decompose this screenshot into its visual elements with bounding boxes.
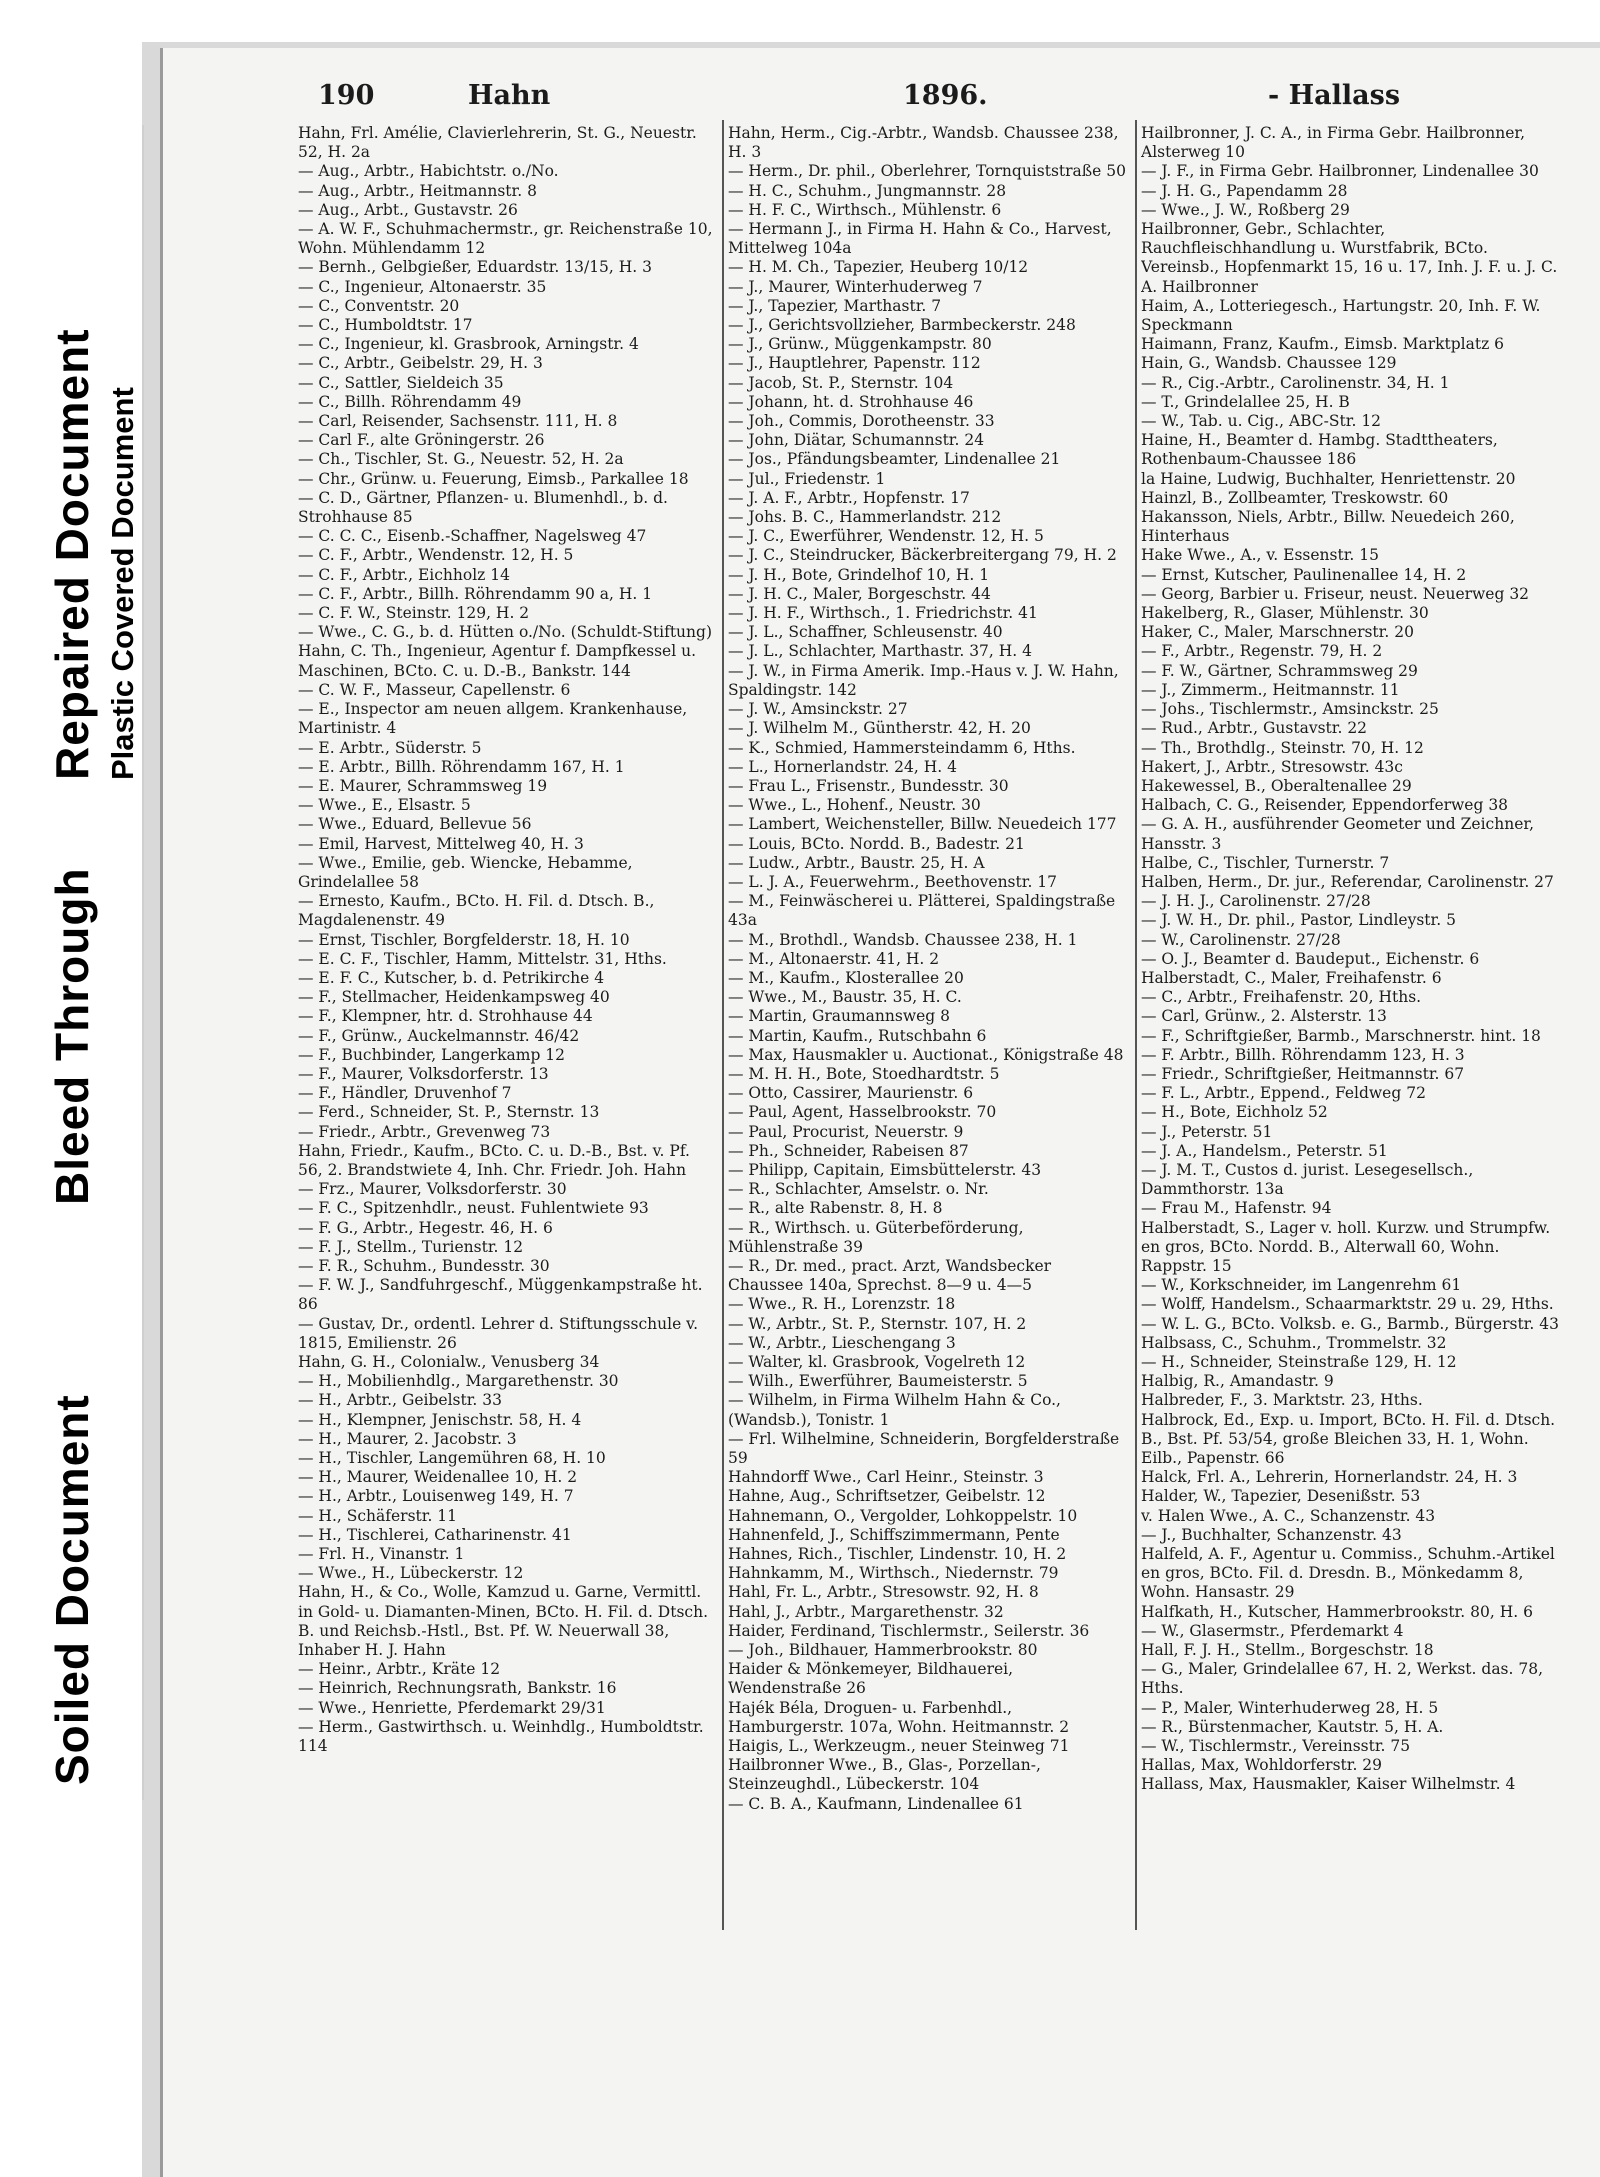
directory-entry: — E. Arbtr., Billh. Röhrendamm 167, H. 1 <box>298 757 625 776</box>
directory-entry: — W., Arbtr., Lieschengang 3 <box>728 1333 956 1352</box>
directory-entry: — H., Tischlerei, Catharinenstr. 41 <box>298 1525 572 1544</box>
directory-entry: Hahn, Frl. Amélie, Clavierlehrerin, St. G., Neuestr. 52, H. 2a <box>298 124 697 162</box>
directory-entry: — R., Schlachter, Amselstr. o. Nr. <box>728 1180 989 1199</box>
directory-entry: — Carl, Reisender, Sachsenstr. 111, H. 8 <box>298 412 618 431</box>
page-number: 190 <box>318 80 375 111</box>
directory-entry: — Wwe., Emilie, geb. Wiencke, Hebamme, Grindelallee 58 <box>298 853 633 891</box>
directory-entry: — G. A. H., ausführender Geometer und Zeichner, Hansstr. 3 <box>1141 815 1534 853</box>
directory-entry: Halfkath, H., Kutscher, Hammerbrookstr. 80, H. 6 <box>1141 1602 1533 1621</box>
directory-entry: — F. J., Stellm., Turienstr. 12 <box>298 1237 524 1256</box>
directory-entry: — Wwe., Eduard, Bellevue 56 <box>298 815 532 834</box>
directory-entry: — Wwe., C. G., b. d. Hütten o./No. (Schuldt-Stiftung) <box>298 623 712 642</box>
directory-entry: — Ernesto, Kaufm., BCto. H. Fil. d. Dtsch. B., Magdalenenstr. 49 <box>298 892 655 930</box>
directory-entry: — C. B. A., Kaufmann, Lindenallee 61 <box>728 1794 1024 1813</box>
directory-entry: — Wwe., H., Lübeckerstr. 12 <box>298 1564 524 1583</box>
directory-entry: — W., Carolinenstr. 27/28 <box>1141 930 1341 949</box>
column-left <box>298 124 716 1924</box>
directory-entry: Hajék Béla, Droguen- u. Farbenhdl., Hamburgerstr. 107a, Wohn. Heitmannstr. 2 <box>728 1698 1070 1736</box>
directory-entry: Halberstadt, C., Maler, Freihafenstr. 6 <box>1141 968 1442 987</box>
directory-entry: — J., Buchhalter, Schanzenstr. 43 <box>1141 1525 1402 1544</box>
directory-entry: — W., Korkschneider, im Langenrehm 61 <box>1141 1276 1462 1295</box>
directory-entry: — Chr., Grünw. u. Feuerung, Eimsb., Parkallee 18 <box>298 469 689 488</box>
directory-entry: — C. F., Arbtr., Eichholz 14 <box>298 565 510 584</box>
directory-entry: — Wwe., J. W., Roßberg 29 <box>1141 200 1350 219</box>
directory-entry: — Martin, Kaufm., Rutschbahn 6 <box>728 1026 987 1045</box>
directory-entry: — J. M. T., Custos d. jurist. Lesegesellsch., Dammthorstr. 13a <box>1141 1160 1474 1199</box>
directory-entry: Hailbronner, J. C. A., in Firma Gebr. Hailbronner, Alsterweg 10 <box>1141 124 1526 162</box>
directory-entry: — Jacob, St. P., Sternstr. 104 <box>728 373 954 392</box>
directory-entry: — W., Glasermstr., Pferdemarkt 4 <box>1141 1621 1404 1640</box>
directory-entry: — J. A., Handelsm., Peterstr. 51 <box>1141 1141 1388 1160</box>
directory-entry: Hahn, C. Th., Ingenieur, Agentur f. Dampfkessel u. Maschinen, BCto. C. u. D.-B., Bankstr. 144 <box>298 642 697 680</box>
directory-entry: — F. G., Arbtr., Hegestr. 46, H. 6 <box>298 1218 553 1237</box>
directory-entry: — H. M. Ch., Tapezier, Heuberg 10/12 <box>728 258 1029 277</box>
directory-entry: Halben, Herm., Dr. jur., Referendar, Carolinenstr. 27 <box>1141 872 1554 891</box>
directory-entry: — Wilhelm, in Firma Wilhelm Hahn & Co., (Wandsb.), Tonistr. 1 <box>728 1391 1061 1429</box>
directory-entry: — C., Ingenieur, kl. Grasbrook, Arningstr. 4 <box>298 335 639 354</box>
directory-entry: — F., Schriftgießer, Barmb., Marschnerstr. hint. 18 <box>1141 1026 1541 1045</box>
directory-entry: — Wwe., E., Elsastr. 5 <box>298 796 471 815</box>
directory-entry: Haim, A., Lotteriegesch., Hartungstr. 20, Inh. F. W. Speckmann <box>1141 296 1541 335</box>
directory-entry: — Georg, Barbier u. Friseur, neust. Neuerweg 32 <box>1141 584 1530 603</box>
directory-entry: — R., Bürstenmacher, Kautstr. 5, H. A. <box>1141 1717 1444 1736</box>
directory-entry: Hakewessel, B., Oberaltenallee 29 <box>1141 776 1412 795</box>
directory-entry: — O. J., Beamter d. Baudeput., Eichenstr. 6 <box>1141 949 1480 968</box>
directory-entry: — Bernh., Gelbgießer, Eduardstr. 13/15, H. 3 <box>298 258 653 277</box>
directory-entry: — Carl F., alte Gröningerstr. 26 <box>298 431 545 450</box>
directory-entry: — Aug., Arbtr., Habichtstr. o./No. <box>298 162 559 181</box>
directory-entry: Haker, C., Maler, Marschnerstr. 20 <box>1141 623 1414 642</box>
directory-entry: Halfeld, A. F., Agentur u. Commiss., Schuhm.-Artikel en gros, BCto. Fil. d. Dresdn. B., Mönkedamm 8, Wohn. Hansastr. 29 <box>1141 1545 1555 1602</box>
directory-entry: la Haine, Ludwig, Buchhalter, Henriettenstr. 20 <box>1141 469 1516 488</box>
directory-entry: — Martin, Graumannsweg 8 <box>728 1007 950 1026</box>
directory-entry: — W., Tischlermstr., Vereinsstr. 75 <box>1141 1737 1411 1756</box>
directory-entry: Hailbronner Wwe., B., Glas-, Porzellan-, Steinzeughdl., Lübeckerstr. 104 <box>728 1756 1041 1794</box>
directory-entry: — J., Tapezier, Marthastr. 7 <box>728 296 942 315</box>
directory-entry: — Hermann J., in Firma H. Hahn & Co., Harvest, Mittelweg 104a <box>728 220 1112 258</box>
directory-entry: — C. F. W., Steinstr. 129, H. 2 <box>298 604 530 623</box>
directory-entry: — Aug., Arbt., Gustavstr. 26 <box>298 200 518 219</box>
directory-entry: Haine, H., Beamter d. Hambg. Stadttheaters, Rothenbaum-Chaussee 186 <box>1141 431 1498 469</box>
directory-entry: Hahnemann, O., Vergolder, Lohkoppelstr. 10 <box>728 1506 1078 1525</box>
directory-entry: — Wwe., Henriette, Pferdemarkt 29/31 <box>298 1698 606 1717</box>
directory-entry: — R., Cig.-Arbtr., Carolinenstr. 34, H. 1 <box>1141 373 1450 392</box>
directory-entry: — C., Ingenieur, Altonaerstr. 35 <box>298 277 547 296</box>
directory-entry: Hainzl, B., Zollbeamter, Treskowstr. 60 <box>1141 488 1449 507</box>
directory-entry: — John, Diätar, Schumannstr. 24 <box>728 431 985 450</box>
directory-entry: — Wwe., L., Hohenf., Neustr. 30 <box>728 796 981 815</box>
directory-entry: — Ferd., Schneider, St. P., Sternstr. 13 <box>298 1103 600 1122</box>
directory-entry: Haider & Mönkemeyer, Bildhauerei, Wendenstraße 26 <box>728 1660 1014 1698</box>
directory-entry: — Johs., Tischlermstr., Amsinckstr. 25 <box>1141 700 1439 719</box>
directory-entry: — J., Gerichtsvollzieher, Barmbeckerstr. 248 <box>728 316 1076 335</box>
directory-entry: — C. D., Gärtner, Pflanzen- u. Blumenhdl., b. d. Strohhause 85 <box>298 488 668 527</box>
directory-entry: — J. H. G., Papendamm 28 <box>1141 181 1348 200</box>
directory-entry: Haigis, L., Werkzeugm., neuer Steinweg 71 <box>728 1737 1070 1756</box>
directory-entry: — P., Maler, Winterhuderweg 28, H. 5 <box>1141 1698 1439 1717</box>
directory-entry: — J. C., Ewerführer, Wendenstr. 12, H. 5 <box>728 527 1044 546</box>
directory-entry: — F., Grünw., Auckelmannstr. 46/42 <box>298 1026 580 1045</box>
directory-entry: v. Halen Wwe., A. C., Schanzenstr. 43 <box>1141 1506 1436 1525</box>
directory-entry: — F., Klempner, htr. d. Strohhause 44 <box>298 1007 593 1026</box>
directory-entry: — F., Stellmacher, Heidenkampsweg 40 <box>298 988 610 1007</box>
directory-entry: — Herm., Dr. phil., Oberlehrer, Tornquiststraße 50 <box>728 162 1126 181</box>
directory-entry: — R., Dr. med., pract. Arzt, Wandsbecker Chaussee 140a, Sprechst. 8—9 u. 4—5 <box>728 1256 1052 1295</box>
directory-entry: — Friedr., Schriftgießer, Heitmannstr. 67 <box>1141 1064 1465 1083</box>
directory-entry: — Frz., Maurer, Volksdorferstr. 30 <box>298 1180 567 1199</box>
directory-entry: — F., Maurer, Volksdorferstr. 13 <box>298 1064 549 1083</box>
directory-entry: — E. C. F., Tischler, Hamm, Mittelstr. 31, Hths. <box>298 949 667 968</box>
directory-entry: — F. C., Spitzenhdlr., neust. Fuhlentwiete 93 <box>298 1199 649 1218</box>
directory-entry: — J., Zimmerm., Heitmannstr. 11 <box>1141 680 1400 699</box>
directory-entry: — Louis, BCto. Nordd. B., Badestr. 21 <box>728 834 1025 853</box>
label-repaired-document: Repaired Document <box>46 328 98 780</box>
directory-entry: Hallas, Max, Wohldorferstr. 29 <box>1141 1756 1383 1775</box>
directory-entry: Halbrock, Ed., Exp. u. Import, BCto. H. Fil. d. Dtsch. B., Bst. Pf. 53/54, große Bleichen 33, H. 1, Wohn. Eilb., Papenstr. 66 <box>1141 1410 1556 1468</box>
label-bleed-through: Bleed Through <box>46 867 98 1205</box>
directory-entry: — Herm., Gastwirthsch. u. Weinhdlg., Humboldtstr. 114 <box>298 1717 704 1756</box>
directory-entry: — Lambert, Weichensteller, Billw. Neuedeich 177 <box>728 815 1117 834</box>
directory-entry: — H., Mobilienhdlg., Margarethenstr. 30 <box>298 1372 619 1391</box>
directory-entry: Halbig, R., Amandastr. 9 <box>1141 1372 1334 1391</box>
directory-entry: Hahl, J., Arbtr., Margarethenstr. 32 <box>728 1602 1004 1621</box>
directory-entry: — R., alte Rabenstr. 8, H. 8 <box>728 1199 943 1218</box>
directory-entry: — H., Schäferstr. 11 <box>298 1506 458 1525</box>
directory-entry: — H., Tischler, Langemühren 68, H. 10 <box>298 1449 606 1468</box>
directory-entry: — H., Klempner, Jenischstr. 58, H. 4 <box>298 1410 582 1429</box>
directory-entry: — W., Tab. u. Cig., ABC-Str. 12 <box>1141 412 1382 431</box>
directory-entry: — A. W. F., Schuhmachermstr., gr. Reichenstraße 10, Wohn. Mühlendamm 12 <box>298 220 713 258</box>
directory-entry: Hain, G., Wandsb. Chaussee 129 <box>1141 354 1397 373</box>
directory-entry: Hakansson, Niels, Arbtr., Billw. Neuedeich 260, Hinterhaus <box>1141 508 1515 546</box>
directory-entry: Hailbronner, Gebr., Schlachter, Rauchfleischhandlung u. Wurstfabrik, BCto. Vereinsb., Hopfenmarkt 15, 16 u. 17, Inh. J. F. u. J. C. A. Hailbronner <box>1141 220 1558 296</box>
sidebar-labels <box>0 125 144 1800</box>
directory-entry: Haimann, Franz, Kaufm., Eimsb. Marktplatz 6 <box>1141 335 1505 354</box>
directory-entry: — F. Arbtr., Billh. Röhrendamm 123, H. 3 <box>1141 1045 1465 1064</box>
directory-entry: — C., Arbtr., Freihafenstr. 20, Hths. <box>1141 988 1422 1007</box>
directory-entry: — J., Hauptlehrer, Papenstr. 112 <box>728 354 981 373</box>
label-soiled-document: Soiled Document <box>46 1394 98 1785</box>
directory-entry: Hahnes, Rich., Tischler, Lindenstr. 10, H. 2 <box>728 1545 1067 1564</box>
directory-entry: — Carl, Grünw., 2. Alsterstr. 13 <box>1141 1007 1387 1026</box>
directory-entry: — Rud., Arbtr., Gustavstr. 22 <box>1141 719 1368 738</box>
directory-entry: — G., Maler, Grindelallee 67, H. 2, Werkst. das. 78, Hths. <box>1141 1660 1544 1698</box>
directory-entry: — Frau L., Frisenstr., Bundesstr. 30 <box>728 776 1009 795</box>
directory-entry: — Heinr., Arbtr., Kräte 12 <box>298 1660 501 1679</box>
directory-entry: — Ludw., Arbtr., Baustr. 25, H. A <box>728 853 985 872</box>
directory-entry: — M. H. H., Bote, Stoedhardtstr. 5 <box>728 1064 1000 1083</box>
directory-entry: Halbe, C., Tischler, Turnerstr. 7 <box>1141 853 1390 872</box>
header-right-word: - Hallass <box>1268 80 1401 111</box>
directory-entry: — L. J. A., Feuerwehrm., Beethovenstr. 17 <box>728 872 1058 891</box>
directory-entry: — Walter, kl. Grasbrook, Vogelreth 12 <box>728 1353 1026 1371</box>
directory-entry: — F., Buchbinder, Langerkamp 12 <box>298 1045 566 1064</box>
directory-entry: Hakelberg, R., Glaser, Mühlenstr. 30 <box>1141 604 1429 623</box>
header-left-word: Hahn <box>468 80 551 111</box>
directory-entry: — Frau M., Hafenstr. 94 <box>1141 1199 1332 1218</box>
directory-entry: — F., Händler, Druvenhof 7 <box>298 1084 512 1103</box>
column-rule <box>1135 120 1137 1930</box>
directory-entry: — C., Billh. Röhrendamm 49 <box>298 392 522 411</box>
directory-entry: — Aug., Arbtr., Heitmannstr. 8 <box>298 181 537 200</box>
directory-entry: — J. H. F., Wirthsch., 1. Friedrichstr. 41 <box>728 604 1038 623</box>
directory-entry: — Max, Hausmakler u. Auctionat., Königstraße 48 <box>728 1045 1124 1064</box>
column-rule <box>722 120 724 1930</box>
directory-entry: — M., Feinwäscherei u. Plätterei, Spaldingstraße 43a <box>728 892 1116 930</box>
directory-entry: — C. F., Arbtr., Wendenstr. 12, H. 5 <box>298 546 574 565</box>
label-plastic-covered: Plastic Covered Document <box>105 387 140 780</box>
directory-entry: — Frl. H., Vinanstr. 1 <box>298 1545 465 1564</box>
directory-entry: — R., Wirthsch. u. Güterbeförderung, Mühlenstraße 39 <box>728 1218 1024 1256</box>
directory-entry: Halbach, C. G., Reisender, Eppendorferweg 38 <box>1141 796 1509 815</box>
directory-entry: — J., Grünw., Müggenkampstr. 80 <box>728 335 992 354</box>
directory-entry: Hahn, H., & Co., Wolle, Kamzud u. Garne, Vermittl. in Gold- u. Diamanten-Minen, BCto. H. Fil. d. Dtsch. B. und Reichsb.-Hstl., Bst. Pf. W. Neuerwall 38, Inhaber H. J. Hahn <box>298 1583 709 1660</box>
directory-entry: — J. H., Bote, Grindelhof 10, H. 1 <box>728 565 990 584</box>
directory-entry: — H., Arbtr., Geibelstr. 33 <box>298 1391 502 1410</box>
directory-entry: Hahnenfeld, J., Schiffszimmermann, Pente <box>728 1525 1060 1544</box>
directory-entry: — J. W. H., Dr. phil., Pastor, Lindleystr. 5 <box>1141 911 1456 930</box>
directory-entry: Halder, W., Tapezier, Desenißstr. 53 <box>1141 1487 1421 1506</box>
directory-entry: — M., Kaufm., Klosterallee 20 <box>728 968 964 987</box>
directory-entry: — K., Schmied, Hammersteindamm 6, Hths. <box>728 738 1076 757</box>
directory-entry: — C., Humboldtstr. 17 <box>298 316 473 335</box>
directory-entry: — Otto, Cassirer, Maurienstr. 6 <box>728 1084 974 1103</box>
directory-entry: — J. A. F., Arbtr., Hopfenstr. 17 <box>728 488 970 507</box>
directory-entry: — E., Inspector am neuen allgem. Krankenhause, Martinistr. 4 <box>298 700 688 738</box>
directory-entry: — Wwe., R. H., Lorenzstr. 18 <box>728 1295 956 1314</box>
directory-entry: — J. L., Schaffner, Schleusenstr. 40 <box>728 623 1003 642</box>
directory-entry: — F., Arbtr., Regenstr. 79, H. 2 <box>1141 642 1383 661</box>
directory-entry: — H., Bote, Eichholz 52 <box>1141 1103 1328 1122</box>
directory-entry: — Wwe., M., Baustr. 35, H. C. <box>728 988 962 1007</box>
directory-entry: Hall, F. J. H., Stellm., Borgeschstr. 18 <box>1141 1641 1434 1660</box>
directory-entry: — J., Peterstr. 51 <box>1141 1122 1273 1141</box>
directory-entry: — J. L., Schlachter, Marthastr. 37, H. 4 <box>728 642 1032 661</box>
directory-entry: — C. C. C., Eisenb.-Schaffner, Nagelsweg 47 <box>298 527 647 546</box>
directory-entry: — J., Maurer, Winterhuderweg 7 <box>728 277 983 296</box>
directory-entry: — E. Maurer, Schrammsweg 19 <box>298 776 548 795</box>
directory-entry: — Wilh., Ewerführer, Baumeisterstr. 5 <box>728 1372 1028 1391</box>
directory-entry: — J. W., in Firma Amerik. Imp.-Haus v. J. W. Hahn, Spaldingstr. 142 <box>728 661 1119 699</box>
directory-entry: — H., Arbtr., Louisenweg 149, H. 7 <box>298 1487 574 1506</box>
directory-entry: — Ch., Tischler, St. G., Neuestr. 52, H. 2a <box>298 450 624 469</box>
directory-entry: — W. L. G., BCto. Volksb. e. G., Barmb., Bürgerstr. 43 <box>1141 1314 1559 1333</box>
directory-entry: — Joh., Commis, Dorotheenstr. 33 <box>728 412 995 431</box>
directory-entry: Hallass, Max, Hausmakler, Kaiser Wilhelmstr. 4 <box>1141 1775 1516 1794</box>
directory-entry: — L., Hornerlandstr. 24, H. 4 <box>728 757 957 776</box>
directory-entry: — C., Arbtr., Geibelstr. 29, H. 3 <box>298 354 543 373</box>
directory-entry: — H., Schneider, Steinstraße 129, H. 12 <box>1141 1353 1457 1371</box>
directory-entry: — Heinrich, Rechnungsrath, Bankstr. 16 <box>298 1679 617 1698</box>
directory-entry: — Jul., Friedenstr. 1 <box>728 469 886 488</box>
directory-entry: — Joh., Bildhauer, Hammerbrookstr. 80 <box>728 1641 1038 1660</box>
directory-entry: — F. L., Arbtr., Eppend., Feldweg 72 <box>1141 1084 1426 1103</box>
directory-entry: — E. F. C., Kutscher, b. d. Petrikirche 4 <box>298 968 605 987</box>
column-right <box>1141 124 1561 1924</box>
directory-entry: — C., Sattler, Sieldeich 35 <box>298 373 504 392</box>
directory-entry: — Ernst, Tischler, Borgfelderstr. 18, H. 10 <box>298 930 630 949</box>
directory-entry: Hahnkamm, M., Wirthsch., Niedernstr. 79 <box>728 1564 1059 1583</box>
directory-entry: — Paul, Procurist, Neuerstr. 9 <box>728 1122 964 1141</box>
directory-entry: Haider, Ferdinand, Tischlermstr., Seilerstr. 36 <box>728 1621 1090 1640</box>
column-middle <box>728 124 1131 1924</box>
directory-entry: — H., Maurer, 2. Jacobstr. 3 <box>298 1429 517 1448</box>
directory-entry: — J. W., Amsinckstr. 27 <box>728 700 908 719</box>
directory-entry: Hakert, J., Arbtr., Stresowstr. 43c <box>1141 757 1403 776</box>
directory-entry: — Philipp, Capitain, Eimsbüttelerstr. 43 <box>728 1160 1042 1179</box>
directory-entry: — Wolff, Handelsm., Schaarmarktstr. 29 u. 29, Hths. <box>1141 1295 1554 1314</box>
directory-entry: — W., Arbtr., St. P., Sternstr. 107, H. 2 <box>728 1314 1027 1333</box>
directory-entry: — C., Conventstr. 20 <box>298 296 460 315</box>
directory-entry: — F. R., Schuhm., Bundesstr. 30 <box>298 1256 550 1275</box>
directory-entry: Hahndorff Wwe., Carl Heinr., Steinstr. 3 <box>728 1468 1044 1487</box>
page-header <box>318 80 1563 124</box>
directory-entry: — C. F., Arbtr., Billh. Röhrendamm 90 a, H. 1 <box>298 584 653 603</box>
directory-entry: — Ph., Schneider, Rabeisen 87 <box>728 1141 969 1160</box>
directory-entry: — H. F. C., Wirthsch., Mühlenstr. 6 <box>728 200 1002 219</box>
directory-entry: Hahl, Fr. L., Arbtr., Stresowstr. 92, H. 8 <box>728 1583 1039 1602</box>
directory-entry: Halberstadt, S., Lager v. holl. Kurzw. und Strumpfw. en gros, BCto. Nordd. B., Alterwall 60, Wohn. Rappstr. 15 <box>1141 1218 1551 1275</box>
directory-entry: Hahn, G. H., Colonialw., Venusberg 34 <box>298 1353 600 1371</box>
directory-entry: — Frl. Wilhelmine, Schneiderin, Borgfelderstraße 59 <box>728 1429 1120 1468</box>
directory-entry: — Th., Brothdlg., Steinstr. 70, H. 12 <box>1141 738 1424 757</box>
directory-entry: — J. H. C., Maler, Borgeschstr. 44 <box>728 584 991 603</box>
directory-entry: — Johann, ht. d. Strohhause 46 <box>728 392 974 411</box>
directory-entry: Halbreder, F., 3. Marktstr. 23, Hths. <box>1141 1391 1423 1410</box>
directory-entry: — Ernst, Kutscher, Paulinenallee 14, H. 2 <box>1141 565 1467 584</box>
directory-entry: Halbsass, C., Schuhm., Trommelstr. 32 <box>1141 1333 1447 1352</box>
directory-entry: — Friedr., Arbtr., Grevenweg 73 <box>298 1122 551 1141</box>
directory-entry: — M., Altonaerstr. 41, H. 2 <box>728 949 940 968</box>
directory-entry: Hahn, Herm., Cig.-Arbtr., Wandsb. Chaussee 238, H. 3 <box>728 124 1119 162</box>
header-year: 1896. <box>903 80 988 111</box>
directory-entry: — H., Maurer, Weidenallee 10, H. 2 <box>298 1468 578 1487</box>
directory-entry: Hake Wwe., A., v. Essenstr. 15 <box>1141 546 1379 565</box>
directory-entry: — T., Grindelallee 25, H. B <box>1141 392 1350 411</box>
directory-entry: — J. F., in Firma Gebr. Hailbronner, Lindenallee 30 <box>1141 162 1539 181</box>
directory-entry: — F. W., Gärtner, Schrammsweg 29 <box>1141 661 1418 680</box>
directory-entry: — J. Wilhelm M., Güntherstr. 42, H. 20 <box>728 719 1031 738</box>
directory-entry: — Paul, Agent, Hasselbrookstr. 70 <box>728 1103 997 1122</box>
directory-entry: — J. C., Steindrucker, Bäckerbreitergang 79, H. 2 <box>728 546 1117 565</box>
directory-entry: — H. C., Schuhm., Jungmannstr. 28 <box>728 181 1007 200</box>
directory-entry: — Emil, Harvest, Mittelweg 40, H. 3 <box>298 834 584 853</box>
directory-entry: — M., Brothdl., Wandsb. Chaussee 238, H. 1 <box>728 930 1078 949</box>
directory-entry: — J. H. J., Carolinenstr. 27/28 <box>1141 892 1371 911</box>
directory-entry: — C. W. F., Masseur, Capellenstr. 6 <box>298 680 571 699</box>
directory-entry: — Gustav, Dr., ordentl. Lehrer d. Stiftungsschule v. 1815, Emilienstr. 26 <box>298 1314 699 1352</box>
directory-entry: — Johs. B. C., Hammerlandstr. 212 <box>728 508 1002 527</box>
directory-entry: — E. Arbtr., Süderstr. 5 <box>298 738 482 757</box>
directory-entry: Hahne, Aug., Schriftsetzer, Geibelstr. 12 <box>728 1487 1046 1506</box>
directory-entry: Halck, Frl. A., Lehrerin, Hornerlandstr. 24, H. 3 <box>1141 1468 1518 1487</box>
directory-entry: — Jos., Pfändungsbeamter, Lindenallee 21 <box>728 450 1061 469</box>
directory-entry: — F. W. J., Sandfuhrgeschf., Müggenkampstraße ht. 86 <box>298 1276 703 1314</box>
directory-entry: Hahn, Friedr., Kaufm., BCto. C. u. D.-B., Bst. v. Pf. 56, 2. Brandstwiete 4, Inh. Chr. Friedr. Joh. Hahn <box>298 1141 690 1179</box>
